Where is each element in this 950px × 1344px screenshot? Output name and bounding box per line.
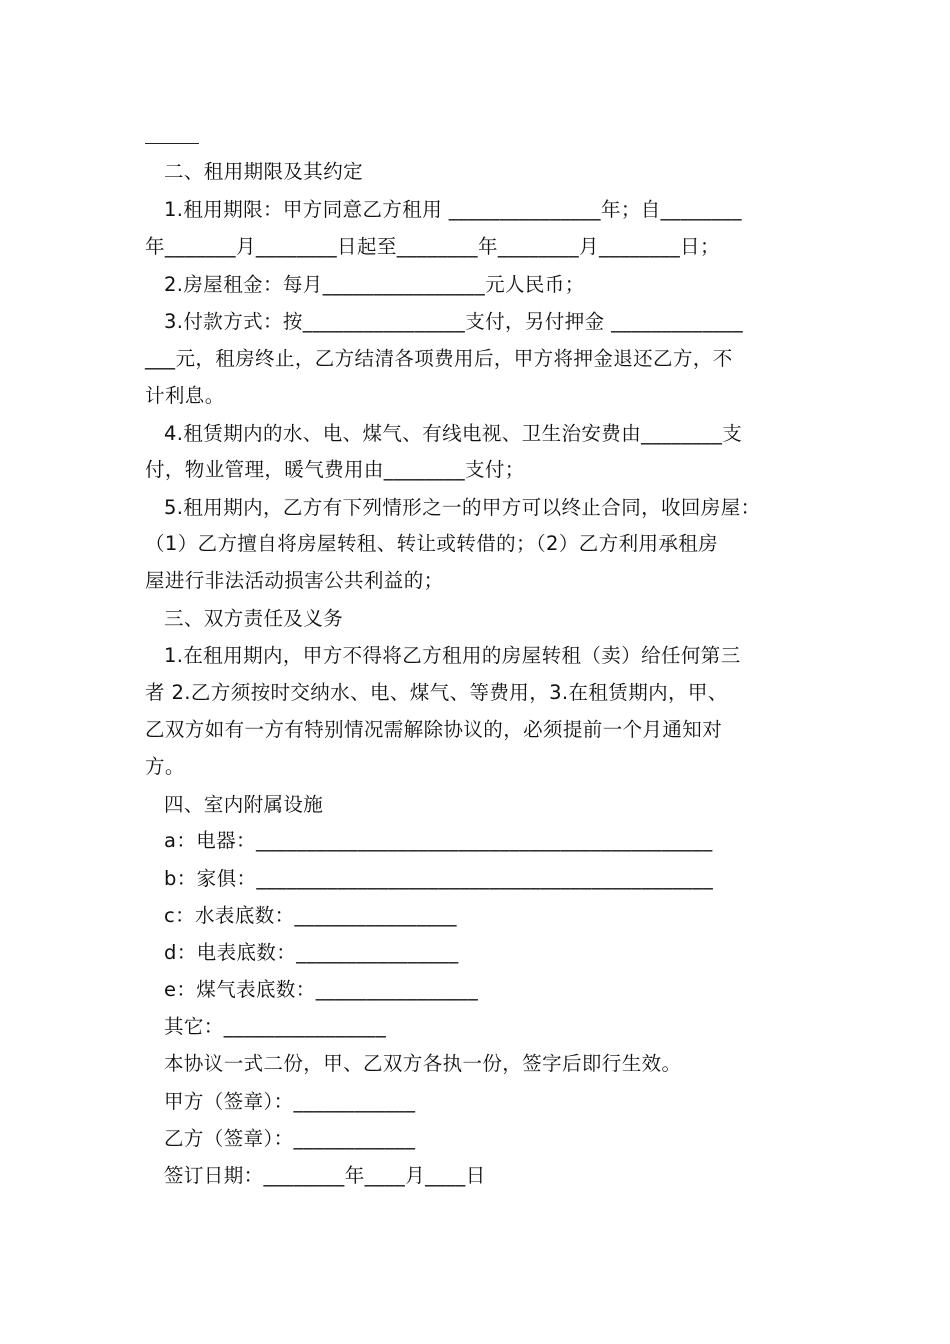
payment-method-line-1: 3.付款方式：按________________支付，另付押金 _____________ bbox=[164, 310, 744, 333]
other-field: 其它：________________ bbox=[164, 1015, 387, 1038]
signing-date-field: 签订日期：________年____月____日 bbox=[164, 1164, 486, 1187]
termination-line-3: 屋进行非法活动损害公共利益的； bbox=[145, 569, 444, 592]
electric-meter-field: d：电表底数：________________ bbox=[164, 941, 459, 964]
utilities-line-1: 4.租赁期内的水、电、煤气、有线电视、卫生治安费由________支 bbox=[164, 422, 743, 445]
payment-method-line-3: 计利息。 bbox=[145, 384, 225, 407]
facility-furniture-field: b：家俱：_____________________________________________ bbox=[164, 867, 714, 890]
responsibilities-line-2: 者 2.乙方须按时交纳水、电、煤气、等费用，3.在租赁期内，甲、 bbox=[145, 681, 728, 704]
responsibilities-line-1: 1.在租用期内，甲方不得将乙方租用的房屋转租（卖）给任何第三 bbox=[164, 644, 741, 667]
rent-amount-line: 2.房屋租金：每月________________元人民币； bbox=[164, 273, 585, 296]
termination-line-2: （1）乙方擅自将房屋转租、转让或转借的；（2）乙方利用承租房 bbox=[145, 532, 719, 555]
responsibilities-line-3: 乙双方如有一方有特别情况需解除协议的，必须提前一个月通知对 bbox=[145, 718, 723, 741]
utilities-line-2: 付，物业管理，暖气费用由________支付； bbox=[145, 458, 525, 481]
termination-line-1: 5.租用期内，乙方有下列情形之一的甲方可以终止合同，收回房屋： bbox=[164, 496, 761, 519]
payment-method-line-2: ___元，租房终止，乙方结清各项费用后，甲方将押金退还乙方，不 bbox=[145, 347, 733, 370]
section-2-heading: 二、租用期限及其约定 bbox=[164, 160, 364, 183]
section-3-heading: 三、双方责任及义务 bbox=[164, 607, 344, 630]
rental-term-line-1: 1.租用期限：甲方同意乙方租用 _______________年；自________ bbox=[164, 198, 742, 221]
party-a-signature-field: 甲方（签章）：____________ bbox=[164, 1090, 416, 1113]
facility-appliances-field: a：电器：_____________________________________________ bbox=[164, 829, 713, 852]
rental-term-line-2: 年_______月________日起至________年________月________日； bbox=[145, 235, 720, 258]
agreement-copies-statement: 本协议一式二份，甲、乙双方各执一份，签字后即行生效。 bbox=[164, 1052, 682, 1075]
water-meter-field: c：水表底数：________________ bbox=[164, 904, 457, 927]
gas-meter-field: e：煤气表底数：________________ bbox=[164, 978, 479, 1001]
responsibilities-line-4: 方。 bbox=[145, 755, 185, 778]
party-b-signature-field: 乙方（签章）：____________ bbox=[164, 1127, 416, 1150]
section-4-heading: 四、室内附属设施 bbox=[164, 793, 324, 816]
leading-blank-rule bbox=[145, 143, 199, 144]
